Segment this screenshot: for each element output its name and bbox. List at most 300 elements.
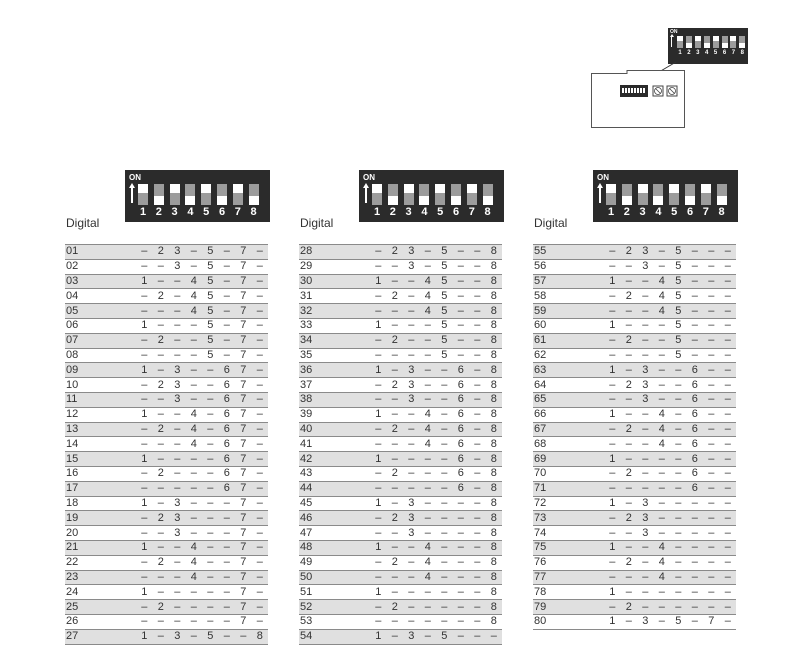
switch-state-cell: – [202, 526, 219, 541]
digital-address-code: 72 [533, 496, 604, 511]
dip-switch-slot [249, 184, 259, 205]
table-row [533, 289, 736, 304]
switch-state-cell: 5 [202, 333, 219, 348]
switch-state-cell: – [637, 289, 654, 304]
switch-state-cell: – [252, 304, 269, 319]
switch-state-cell: – [469, 318, 486, 333]
digital-address-code: 23 [65, 570, 136, 585]
switch-state-cell: – [637, 422, 654, 437]
switch-state-cell: 3 [403, 259, 420, 274]
switch-state-cell: – [654, 259, 671, 274]
switch-state-cell: 7 [235, 333, 252, 348]
switch-state-cell: – [703, 526, 720, 541]
switch-state-cell: – [703, 437, 720, 452]
switch-state-cell: – [136, 600, 153, 615]
switch-state-cell: 6 [219, 481, 236, 496]
switch-state-cell: – [621, 437, 638, 452]
switch-state-cell: 2 [387, 466, 404, 481]
switch-state-cell: 6 [219, 392, 236, 407]
digital-address-code: 51 [299, 585, 370, 600]
switch-state-cell: 5 [202, 348, 219, 363]
switch-state-cell: – [387, 585, 404, 600]
dip-switch-slot [451, 184, 461, 205]
switch-state-cell: 4 [186, 407, 203, 422]
switch-state-cell: – [654, 614, 671, 629]
table-row [299, 245, 502, 260]
table-row [533, 600, 736, 615]
switch-state-cell: – [654, 600, 671, 615]
switch-state-cell: 5 [670, 348, 687, 363]
switch-state-cell: – [153, 481, 170, 496]
switch-state-cell: – [136, 466, 153, 481]
digital-address-code: 03 [65, 274, 136, 289]
table-row [65, 348, 268, 363]
switch-state-cell: – [621, 526, 638, 541]
device-housing-outline [591, 70, 685, 128]
dip-switch-number: 5 [713, 50, 718, 56]
switch-state-cell: – [670, 526, 687, 541]
switch-state-cell: – [469, 392, 486, 407]
switch-state-cell: – [687, 348, 704, 363]
switch-state-cell: – [252, 407, 269, 422]
switch-state-cell: – [169, 304, 186, 319]
switch-state-cell: – [136, 259, 153, 274]
switch-state-cell: 8 [486, 481, 503, 496]
table-row [65, 274, 268, 289]
switch-state-cell: 2 [621, 422, 638, 437]
switch-state-cell: – [186, 511, 203, 526]
digital-address-code: 05 [65, 304, 136, 319]
digital-address-code: 27 [65, 629, 136, 644]
switch-state-cell: 2 [387, 555, 404, 570]
switch-state-cell: 6 [219, 452, 236, 467]
table-row [533, 555, 736, 570]
switch-state-cell: – [186, 526, 203, 541]
dip-switch-knob [606, 193, 616, 205]
switch-state-cell: 2 [153, 600, 170, 615]
switch-state-cell: – [436, 437, 453, 452]
table-row [65, 526, 268, 541]
switch-state-cell: – [219, 245, 236, 260]
switch-state-cell: – [621, 570, 638, 585]
rotary-switch-icon [653, 86, 663, 96]
switch-state-cell: 7 [235, 511, 252, 526]
switch-state-cell: – [453, 274, 470, 289]
switch-state-cell: 1 [370, 363, 387, 378]
switch-state-cell: – [387, 437, 404, 452]
dip-switch-number: 5 [437, 206, 444, 218]
table-row [533, 452, 736, 467]
digital-address-code: 56 [533, 259, 604, 274]
digital-address-code: 63 [533, 363, 604, 378]
table-row [533, 437, 736, 452]
switch-state-cell: – [654, 392, 671, 407]
table-row [65, 437, 268, 452]
table-row [299, 570, 502, 585]
dip-on-label: ON [129, 173, 141, 182]
switch-state-cell: – [654, 333, 671, 348]
switch-state-cell: – [252, 318, 269, 333]
digital-address-code: 75 [533, 540, 604, 555]
switch-state-cell: – [436, 452, 453, 467]
digital-address-code: 38 [299, 392, 370, 407]
switch-state-cell: – [169, 600, 186, 615]
digital-address-code: 10 [65, 378, 136, 393]
switch-state-cell: 1 [604, 274, 621, 289]
switch-state-cell: – [169, 555, 186, 570]
switch-state-cell: 3 [169, 511, 186, 526]
dip-switch-knob [233, 193, 243, 205]
switch-state-cell: – [403, 540, 420, 555]
switch-state-cell: 2 [387, 289, 404, 304]
switch-state-cell: – [370, 392, 387, 407]
switch-state-cell: – [720, 555, 737, 570]
switch-state-cell: – [720, 585, 737, 600]
switch-state-cell: – [654, 363, 671, 378]
table-row [533, 407, 736, 422]
switch-state-cell: – [420, 378, 437, 393]
table-row [65, 496, 268, 511]
switch-state-cell: – [420, 333, 437, 348]
switch-state-cell: – [387, 318, 404, 333]
switch-state-cell: – [604, 555, 621, 570]
switch-state-cell: – [420, 348, 437, 363]
table-row [299, 437, 502, 452]
dip-switch-slot [404, 184, 414, 205]
digital-address-code: 25 [65, 600, 136, 615]
switch-state-cell: – [637, 466, 654, 481]
switch-state-cell: – [235, 629, 252, 644]
switch-state-cell: – [252, 481, 269, 496]
digital-address-code: 57 [533, 274, 604, 289]
table-row [299, 614, 502, 629]
switch-state-cell: – [436, 526, 453, 541]
switch-state-cell: 1 [136, 496, 153, 511]
switch-state-cell: – [703, 570, 720, 585]
switch-state-cell: 4 [186, 555, 203, 570]
switch-state-cell: – [720, 318, 737, 333]
switch-state-cell: – [637, 600, 654, 615]
dip-on-label: ON [597, 173, 609, 182]
switch-state-cell: – [654, 348, 671, 363]
switch-state-cell: – [169, 422, 186, 437]
digital-address-code: 09 [65, 363, 136, 378]
up-arrow-icon [599, 187, 601, 203]
switch-state-cell: 4 [420, 274, 437, 289]
switch-state-cell: – [252, 466, 269, 481]
switch-state-cell: – [469, 422, 486, 437]
switch-state-cell: – [469, 452, 486, 467]
switch-state-cell: – [420, 318, 437, 333]
table-row [299, 289, 502, 304]
switch-state-cell: – [136, 348, 153, 363]
dip-switch-number: 5 [203, 206, 210, 218]
switch-state-cell: 2 [153, 422, 170, 437]
switch-state-cell: 2 [387, 333, 404, 348]
switch-state-cell: – [621, 481, 638, 496]
dip-switch-number: 5 [671, 206, 678, 218]
dip-switch-slot [704, 36, 710, 48]
dip-switch-slot [185, 184, 195, 205]
switch-state-cell: – [169, 333, 186, 348]
switch-state-cell: 7 [235, 555, 252, 570]
switch-state-cell: 3 [169, 245, 186, 260]
switch-state-cell: 5 [436, 304, 453, 319]
switch-state-cell: – [169, 452, 186, 467]
switch-state-cell: – [453, 245, 470, 260]
dip-switch-knob [201, 193, 211, 205]
switch-state-cell: – [436, 392, 453, 407]
switch-state-cell: 1 [604, 407, 621, 422]
dip-switch-slot [677, 36, 683, 48]
digital-address-code: 60 [533, 318, 604, 333]
switch-state-cell: – [252, 348, 269, 363]
switch-state-cell: – [604, 378, 621, 393]
switch-state-cell: – [252, 496, 269, 511]
switch-state-cell: – [453, 259, 470, 274]
digital-address-code: 13 [65, 422, 136, 437]
switch-state-cell: – [219, 318, 236, 333]
switch-state-cell: – [720, 481, 737, 496]
switch-state-cell: – [252, 526, 269, 541]
switch-state-cell: – [670, 481, 687, 496]
switch-state-cell: 8 [486, 422, 503, 437]
dip-switch-knob [467, 193, 477, 205]
table-row [533, 245, 736, 260]
switch-state-cell: – [720, 333, 737, 348]
switch-state-cell: – [654, 481, 671, 496]
switch-state-cell: 3 [169, 392, 186, 407]
digital-address-code: 17 [65, 481, 136, 496]
switch-state-cell: 3 [637, 363, 654, 378]
switch-state-cell: 4 [186, 274, 203, 289]
switch-state-cell: 1 [370, 540, 387, 555]
switch-state-cell: – [219, 289, 236, 304]
table-row [533, 481, 736, 496]
switch-state-cell: – [604, 289, 621, 304]
switch-state-cell: – [654, 496, 671, 511]
switch-state-cell: – [169, 318, 186, 333]
switch-state-cell: – [403, 422, 420, 437]
digital-address-code: 31 [299, 289, 370, 304]
switch-state-cell: – [387, 363, 404, 378]
switch-state-cell: – [621, 259, 638, 274]
switch-state-cell: 2 [621, 289, 638, 304]
switch-state-cell: – [703, 540, 720, 555]
up-arrow-icon [671, 37, 672, 47]
switch-state-cell: 6 [219, 378, 236, 393]
digital-address-code: 30 [299, 274, 370, 289]
switch-state-cell: – [387, 274, 404, 289]
switch-state-cell: – [169, 274, 186, 289]
digital-address-code: 71 [533, 481, 604, 496]
switch-state-cell: – [403, 289, 420, 304]
dip-switch-knob [154, 184, 164, 196]
switch-state-cell: – [453, 318, 470, 333]
table-row [299, 466, 502, 481]
switch-state-cell: – [202, 585, 219, 600]
switch-state-cell: 3 [637, 511, 654, 526]
switch-state-cell: – [703, 318, 720, 333]
switch-state-cell: – [370, 511, 387, 526]
switch-state-cell: 7 [235, 496, 252, 511]
switch-state-cell: 7 [235, 437, 252, 452]
switch-state-cell: 4 [420, 555, 437, 570]
switch-state-cell: – [153, 540, 170, 555]
switch-state-cell: 5 [670, 333, 687, 348]
switch-state-cell: – [153, 452, 170, 467]
dip-switch-number: 4 [705, 50, 709, 56]
switch-state-cell: – [703, 304, 720, 319]
dip-switch-knob [185, 184, 195, 196]
table-row [299, 511, 502, 526]
switch-settings-table [533, 244, 736, 630]
table-row [533, 540, 736, 555]
switch-state-cell: – [703, 422, 720, 437]
digital-address-code: 15 [65, 452, 136, 467]
switch-state-cell: – [670, 555, 687, 570]
switch-state-cell: 6 [219, 466, 236, 481]
dip-switch-diagram [125, 170, 270, 222]
digital-address-code: 26 [65, 614, 136, 629]
digital-address-code: 58 [533, 289, 604, 304]
switch-state-cell: – [153, 392, 170, 407]
switch-state-cell: – [703, 274, 720, 289]
switch-state-cell: – [604, 348, 621, 363]
table-row [533, 614, 736, 629]
switch-state-cell: – [703, 466, 720, 481]
switch-state-cell: – [637, 585, 654, 600]
switch-state-cell: – [469, 629, 486, 644]
switch-state-cell: 7 [235, 452, 252, 467]
switch-state-cell: 5 [670, 304, 687, 319]
table-row [65, 333, 268, 348]
dip-switch-slot [730, 36, 736, 48]
switch-state-cell: – [621, 540, 638, 555]
dip-switch-knob [170, 193, 180, 205]
switch-state-cell: 2 [387, 378, 404, 393]
switch-state-cell: – [670, 407, 687, 422]
switch-state-cell: 8 [486, 526, 503, 541]
dip-switch-number: 6 [218, 206, 226, 218]
switch-state-cell: – [169, 540, 186, 555]
switch-state-cell: 5 [436, 333, 453, 348]
switch-state-cell: – [420, 496, 437, 511]
switch-state-cell: 4 [654, 437, 671, 452]
switch-state-cell: – [703, 452, 720, 467]
switch-state-cell: – [403, 481, 420, 496]
switch-state-cell: 8 [486, 614, 503, 629]
switch-state-cell: – [720, 289, 737, 304]
switch-state-cell: – [654, 585, 671, 600]
switch-state-cell: – [252, 437, 269, 452]
switch-state-cell: – [420, 452, 437, 467]
switch-state-cell: – [403, 570, 420, 585]
table-row [533, 526, 736, 541]
switch-state-cell: 3 [169, 378, 186, 393]
switch-state-cell: – [621, 363, 638, 378]
digital-address-code: 42 [299, 452, 370, 467]
switch-state-cell: – [202, 496, 219, 511]
dip-switch-slot [622, 184, 632, 205]
digital-address-code: 19 [65, 511, 136, 526]
switch-state-cell: – [621, 392, 638, 407]
table-row [299, 452, 502, 467]
dip-switch-knob [701, 193, 711, 205]
switch-state-cell: 5 [202, 289, 219, 304]
switch-state-cell: – [670, 466, 687, 481]
switch-state-cell: – [687, 526, 704, 541]
switch-state-cell: – [637, 407, 654, 422]
switch-state-cell: 3 [403, 363, 420, 378]
digital-address-code: 24 [65, 585, 136, 600]
up-arrow-icon [131, 187, 133, 203]
digital-address-code: 28 [299, 245, 370, 260]
switch-state-cell: – [469, 437, 486, 452]
digital-address-code: 52 [299, 600, 370, 615]
switch-state-cell: 1 [370, 318, 387, 333]
switch-state-cell: 1 [370, 407, 387, 422]
digital-address-code: 70 [533, 466, 604, 481]
switch-state-cell: – [621, 452, 638, 467]
switch-state-cell: 5 [436, 318, 453, 333]
switch-state-cell: – [604, 481, 621, 496]
switch-state-cell: – [370, 600, 387, 615]
switch-state-cell: 1 [370, 496, 387, 511]
dip-switch-diagram [593, 170, 738, 222]
dip-switch-number: 3 [405, 206, 412, 218]
switch-state-cell: – [387, 259, 404, 274]
dip-switch-number: 8 [718, 206, 725, 218]
switch-state-cell: – [621, 496, 638, 511]
switch-state-cell: 6 [453, 466, 470, 481]
switch-state-cell: – [219, 333, 236, 348]
arrowhead-icon [597, 183, 603, 188]
dip-switch-knob [388, 184, 398, 196]
switch-state-cell: – [169, 289, 186, 304]
switch-state-cell: – [720, 540, 737, 555]
switch-state-cell: 4 [654, 422, 671, 437]
table-row [65, 259, 268, 274]
switch-state-cell: – [654, 511, 671, 526]
switch-state-cell: – [136, 392, 153, 407]
dip-switch-knob [695, 41, 701, 48]
dip-switch-number: 6 [686, 206, 694, 218]
digital-address-code: 39 [299, 407, 370, 422]
table-row [533, 466, 736, 481]
dip-switch-knob [217, 184, 227, 196]
switch-state-cell: – [720, 614, 737, 629]
dip-switch-number: 2 [389, 206, 396, 218]
table-row [65, 304, 268, 319]
dip-switch-slot [653, 184, 663, 205]
switch-state-cell: 3 [169, 259, 186, 274]
switch-state-cell: – [219, 496, 236, 511]
digital-address-code: 36 [299, 363, 370, 378]
switch-state-cell: – [219, 540, 236, 555]
switch-state-cell: – [621, 348, 638, 363]
switch-state-cell: 6 [453, 407, 470, 422]
switch-state-cell: – [670, 363, 687, 378]
switch-state-cell: – [453, 348, 470, 363]
switch-state-cell: – [637, 481, 654, 496]
switch-state-cell: – [453, 496, 470, 511]
switch-state-cell: – [387, 496, 404, 511]
switch-state-cell: – [469, 614, 486, 629]
switch-state-cell: 2 [621, 511, 638, 526]
digital-address-code: 21 [65, 540, 136, 555]
switch-state-cell: 1 [136, 629, 153, 644]
